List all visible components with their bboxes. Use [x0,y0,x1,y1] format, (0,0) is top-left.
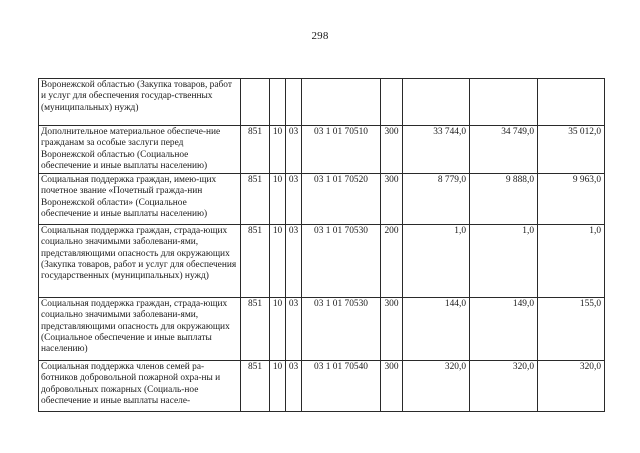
target-article-code: 03 1 01 70530 [302,225,381,298]
target-article-code: 03 1 01 70520 [302,174,381,225]
budget-table [38,78,605,412]
amount-year-3: 35 012,0 [538,126,605,174]
table-row [39,361,605,412]
amount-year-2: 9 888,0 [470,174,538,225]
amount-year-1: 1,0 [403,225,470,298]
section-code [270,79,286,126]
section-code: 10 [270,174,286,225]
amount-year-3: 155,0 [538,298,605,361]
subsection-code: 03 [286,225,302,298]
expense-type-code: 300 [381,361,403,412]
target-article-code: 03 1 01 70530 [302,298,381,361]
target-article-code [302,79,381,126]
amount-year-2: 149,0 [470,298,538,361]
table-row [39,79,605,126]
amount-year-1: 320,0 [403,361,470,412]
expense-type-code: 300 [381,298,403,361]
amount-year-2: 320,0 [470,361,538,412]
row-name: Социальная поддержка граждан, страда-ющих социально значимыми заболевани-ями, представляющими опасность для окружающих (Социальное обеспечение и иные выплаты населению) [39,298,241,361]
ved-code: 851 [241,298,270,361]
amount-year-3: 9 963,0 [538,174,605,225]
expense-type-code: 300 [381,174,403,225]
amount-year-1: 8 779,0 [403,174,470,225]
ved-code: 851 [241,174,270,225]
page-number: 298 [311,30,329,42]
subsection-code: 03 [286,298,302,361]
subsection-code: 03 [286,361,302,412]
subsection-code: 03 [286,126,302,174]
row-name: Дополнительное материальное обеспече-ние гражданам за особые заслуги перед Воронежской областью (Социальное обеспечение и иные выплаты населению) [39,126,241,174]
amount-year-3 [538,79,605,126]
section-code: 10 [270,225,286,298]
section-code: 10 [270,298,286,361]
table-row [39,126,605,174]
target-article-code: 03 1 01 70510 [302,126,381,174]
amount-year-3: 320,0 [538,361,605,412]
ved-code: 851 [241,225,270,298]
table-row [39,298,605,361]
row-name: Социальная поддержка членов семей ра-ботников добровольной пожарной охра-ны и добровольных пожарных (Социаль-ное обеспечение и иные выплаты населе- [39,361,241,412]
amount-year-1: 144,0 [403,298,470,361]
ved-code: 851 [241,126,270,174]
table-row [39,225,605,298]
expense-type-code: 200 [381,225,403,298]
expense-type-code [381,79,403,126]
row-name: Социальная поддержка граждан, имею-щих почетное звание «Почетный гражда-нин Воронежской области» (Социальное обеспечение и иные выплаты населению) [39,174,241,225]
expense-type-code: 300 [381,126,403,174]
row-name: Социальная поддержка граждан, страда-ющих социально значимыми заболевани-ями, представляющими опасность для окружающих (Закупка товаров, работ и услуг для обеспечения государственных (муниципальных) нужд) [39,225,241,298]
subsection-code [286,79,302,126]
section-code: 10 [270,361,286,412]
subsection-code: 03 [286,174,302,225]
amount-year-3: 1,0 [538,225,605,298]
amount-year-2 [470,79,538,126]
amount-year-1 [403,79,470,126]
amount-year-2: 34 749,0 [470,126,538,174]
amount-year-2: 1,0 [470,225,538,298]
table-row [39,174,605,225]
amount-year-1: 33 744,0 [403,126,470,174]
row-name: Воронежской областью (Закупка товаров, работ и услуг для обеспечения государ-ственных (муниципальных) нужд) [39,79,241,126]
section-code: 10 [270,126,286,174]
ved-code: 851 [241,361,270,412]
ved-code [241,79,270,126]
target-article-code: 03 1 01 70540 [302,361,381,412]
